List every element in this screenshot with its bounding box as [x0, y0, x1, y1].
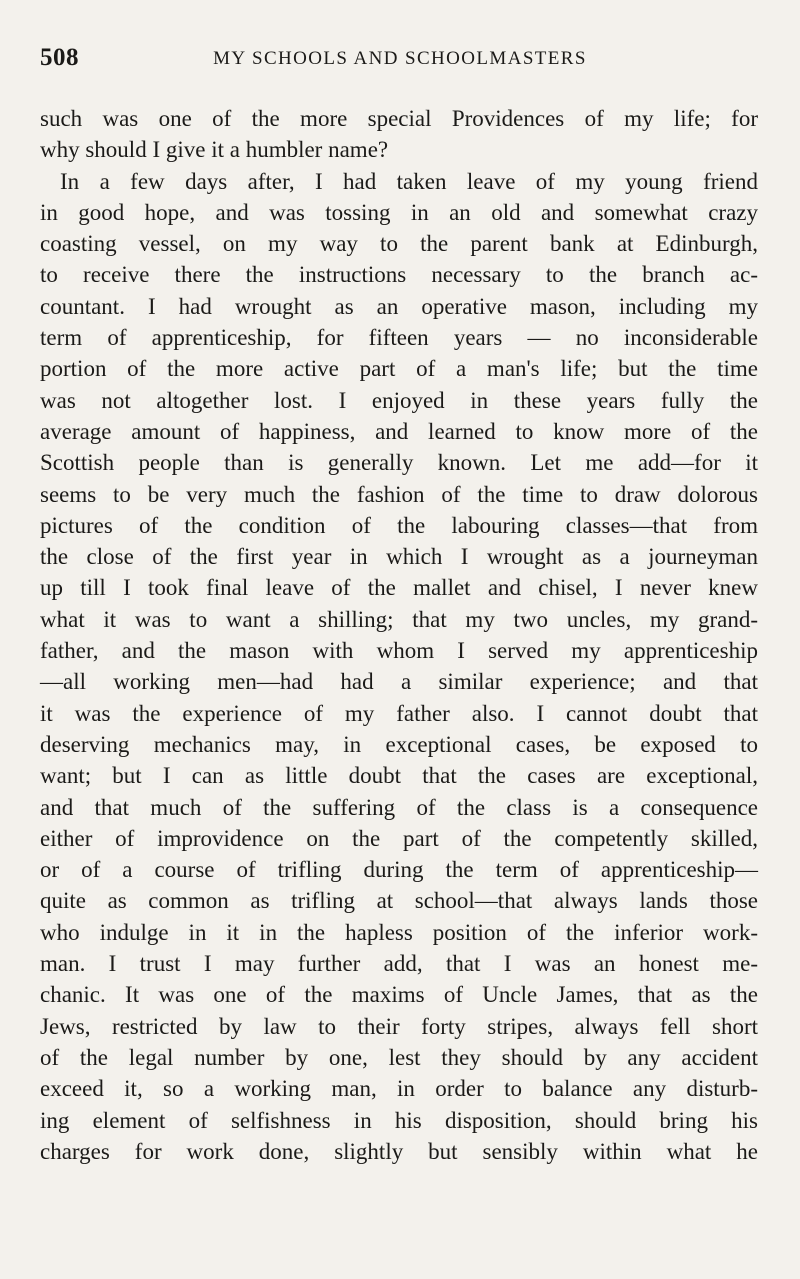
text-line: man. I trust I may further add, that I was an honest me- — [40, 951, 758, 977]
page-header — [40, 44, 760, 80]
page-number: 508 — [40, 44, 79, 71]
text-line: In a few days after, I had taken leave of my young friend — [60, 168, 758, 194]
text-line: deserving mechanics may, in exceptional cases, be exposed to — [40, 731, 758, 757]
text-line: either of improvidence on the part of the competently skilled, — [40, 825, 758, 851]
text-line: coasting vessel, on my way to the parent bank at Edinburgh, — [40, 231, 758, 257]
text-line: or of a course of trifling during the term of apprenticeship— — [40, 857, 758, 883]
text-line: why should I give it a humbler name? — [40, 137, 389, 163]
text-line: Jews, restricted by law to their forty stripes, always fell short — [40, 1013, 758, 1039]
text-line: portion of the more active part of a man's life; but the time — [40, 356, 758, 382]
body-text — [40, 103, 758, 1167]
text-line: countant. I had wrought as an operative mason, including my — [40, 293, 758, 319]
text-line: ing element of selfishness in his disposition, should bring his — [40, 1107, 758, 1133]
text-line: of the legal number by one, lest they should by any accident — [40, 1044, 758, 1070]
text-line: quite as common as trifling at school—that always lands those — [40, 888, 758, 914]
text-line: chanic. It was one of the maxims of Uncle James, that as the — [40, 982, 758, 1008]
text-line: pictures of the condition of the labouring classes—that from — [40, 512, 758, 538]
running-title: MY SCHOOLS AND SCHOOLMASTERS — [213, 48, 587, 69]
text-line: what it was to want a shilling; that my two uncles, my grand- — [40, 606, 758, 632]
text-line: such was one of the more special Providences of my life; for — [40, 106, 758, 131]
text-line: the close of the first year in which I wrought as a journeyman — [40, 544, 758, 570]
text-line: and that much of the suffering of the class is a consequence — [40, 794, 758, 820]
text-line: term of apprenticeship, for fifteen years — no inconsiderable — [40, 325, 758, 351]
text-line: who indulge in it in the hapless position of the inferior work- — [40, 919, 758, 945]
text-line: father, and the mason with whom I served my apprenticeship — [40, 638, 758, 664]
text-line: it was the experience of my father also. I cannot doubt that — [40, 700, 758, 726]
text-line: want; but I can as little doubt that the cases are exceptional, — [40, 763, 758, 789]
text-line: exceed it, so a working man, in order to balance any disturb- — [40, 1076, 758, 1102]
text-line: up till I took final leave of the mallet and chisel, I never knew — [40, 575, 758, 601]
text-line: Scottish people than is generally known. Let me add—for it — [40, 450, 758, 476]
text-line: was not altogether lost. I enjoyed in these years fully the — [40, 387, 758, 413]
text-line: average amount of happiness, and learned to know more of the — [40, 418, 758, 444]
text-line: —all working men—had had a similar experience; and that — [40, 669, 758, 695]
text-line: seems to be very much the fashion of the time to draw dolorous — [40, 481, 758, 507]
text-line: in good hope, and was tossing in an old and somewhat crazy — [40, 199, 758, 225]
text-line: charges for work done, slightly but sensibly within what he — [40, 1138, 758, 1164]
text-line: to receive there the instructions necessary to the branch ac- — [40, 262, 758, 288]
